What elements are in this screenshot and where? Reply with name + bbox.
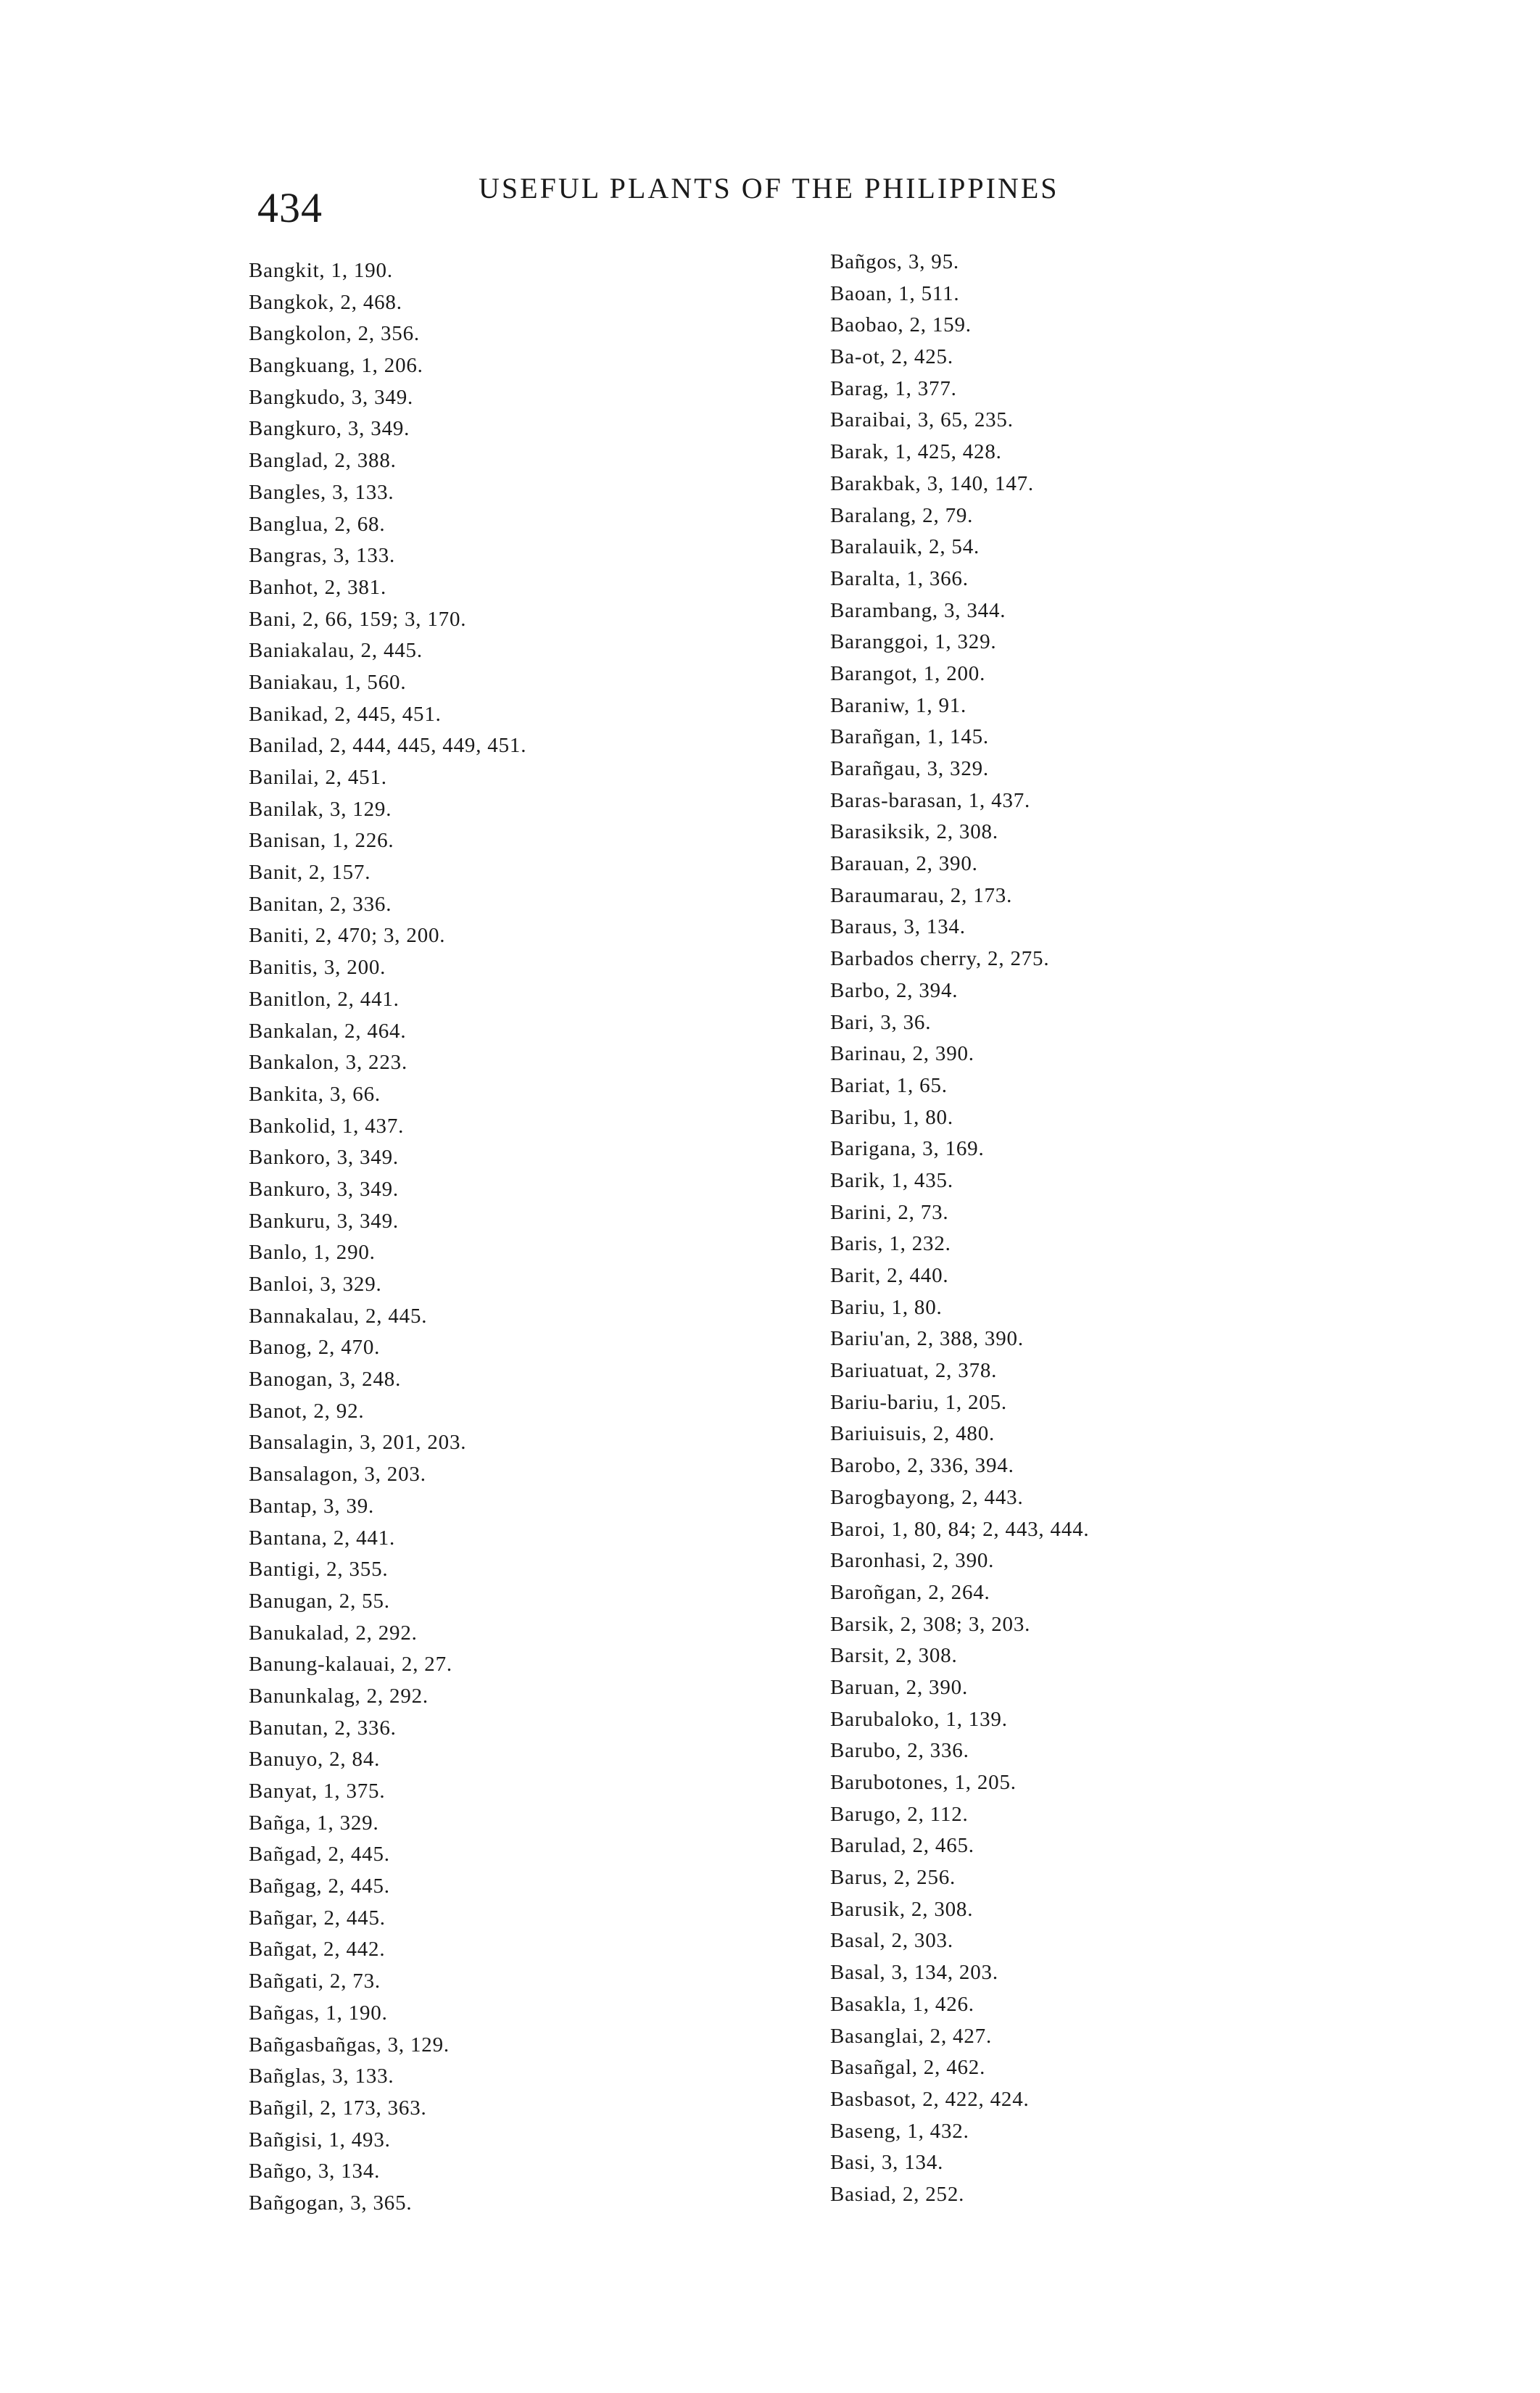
index-entry: Bangkok, 2, 468. <box>249 290 402 314</box>
index-entry: Barulad, 2, 465. <box>830 1834 974 1858</box>
index-entry: Bangkudo, 3, 349. <box>249 385 414 409</box>
index-entry: Bankolid, 1, 437. <box>249 1114 405 1138</box>
index-entry: Banlo, 1, 290. <box>249 1241 376 1265</box>
index-entry: Bankita, 3, 66. <box>249 1082 381 1106</box>
index-entry: Banglad, 2, 388. <box>249 449 397 473</box>
index-entry: Barusik, 2, 308. <box>830 1897 974 1921</box>
index-entry: Banunkalag, 2, 292. <box>249 1684 429 1708</box>
index-entry: Barsik, 2, 308; 3, 203. <box>830 1612 1031 1636</box>
index-entry: Barugo, 2, 112. <box>830 1802 969 1826</box>
index-entry: Bariu'an, 2, 388, 390. <box>830 1327 1024 1351</box>
index-entry: Barauan, 2, 390. <box>830 852 978 876</box>
index-entry: Basbasot, 2, 422, 424. <box>830 2087 1030 2111</box>
index-entry: Barak, 1, 425, 428. <box>830 440 1002 464</box>
index-entry: Bangkuro, 3, 349. <box>249 417 410 441</box>
index-entry: Banogan, 3, 248. <box>249 1368 402 1392</box>
index-entry: Basiad, 2, 252. <box>830 2182 965 2206</box>
index-entry: Bangkit, 1, 190. <box>249 259 393 282</box>
index-entry: Banukalad, 2, 292. <box>249 1621 418 1645</box>
index-entry: Bañgisi, 1, 493. <box>249 2128 391 2152</box>
index-entry: Basakla, 1, 426. <box>830 1992 974 2016</box>
index-entry: Barubotones, 1, 205. <box>830 1771 1017 1794</box>
index-entry: Bansalagon, 3, 203. <box>249 1463 426 1487</box>
index-entry: Barus, 2, 256. <box>830 1866 956 1890</box>
index-entry: Baobao, 2, 159. <box>830 313 972 337</box>
index-entry: Barubaloko, 1, 139. <box>830 1707 1008 1731</box>
index-entry: Banog, 2, 470. <box>249 1336 381 1360</box>
index-entry: Barigana, 3, 169. <box>830 1137 985 1161</box>
index-entry: Barañgau, 3, 329. <box>830 757 989 780</box>
index-entry: Bañgag, 2, 445. <box>249 1875 390 1898</box>
index-entry: Banitis, 3, 200. <box>249 956 386 980</box>
index-entry: Basal, 3, 134, 203. <box>830 1961 998 1985</box>
index-entry: Baraumarau, 2, 173. <box>830 883 1013 907</box>
index-entry: Banikad, 2, 445, 451. <box>249 702 442 726</box>
running-head: USEFUL PLANTS OF THE PHILIPPINES <box>479 172 1059 204</box>
index-entry: Barbo, 2, 394. <box>830 978 959 1002</box>
index-entry: Baralta, 1, 366. <box>830 566 969 590</box>
index-entry: Bangkolon, 2, 356. <box>249 322 420 346</box>
index-entry: Baras-barasan, 1, 437. <box>830 788 1031 812</box>
index-entry: Basanglai, 2, 427. <box>830 2024 993 2048</box>
index-entry: Bañgos, 3, 95. <box>830 250 959 273</box>
index-entry: Banhot, 2, 381. <box>249 575 387 599</box>
index-entry: Baraus, 3, 134. <box>830 915 966 939</box>
index-entry: Bañgo, 3, 134. <box>249 2160 381 2183</box>
index-entry: Bañgad, 2, 445. <box>249 1843 390 1867</box>
index-entry: Baroñgan, 2, 264. <box>830 1580 990 1604</box>
index-entry: Bariuatuat, 2, 378. <box>830 1359 998 1383</box>
index-entry: Bantigi, 2, 355. <box>249 1558 389 1582</box>
index-entry: Bañgasbañgas, 3, 129. <box>249 2033 450 2057</box>
index-entry: Baranggoi, 1, 329. <box>830 630 997 654</box>
index-entry: Barobo, 2, 336, 394. <box>830 1454 1014 1478</box>
index-entry: Barañgan, 1, 145. <box>830 725 989 749</box>
index-entry: Bañgil, 2, 173, 363. <box>249 2096 427 2120</box>
index-entry: Banot, 2, 92. <box>249 1399 365 1423</box>
index-entry: Bañgogan, 3, 365. <box>249 2191 413 2215</box>
index-entry: Baralang, 2, 79. <box>830 503 974 527</box>
index-entry: Basi, 3, 134. <box>830 2151 944 2175</box>
index-entry: Bañgat, 2, 442. <box>249 1938 386 1962</box>
index-entry: Banugan, 2, 55. <box>249 1589 390 1613</box>
index-entry: Barit, 2, 440. <box>830 1264 949 1287</box>
index-entry: Baraniw, 1, 91. <box>830 693 967 717</box>
index-entry: Bankalon, 3, 223. <box>249 1051 407 1075</box>
index-entry: Baoan, 1, 511. <box>830 281 960 305</box>
index-entry: Banung-kalauai, 2, 27. <box>249 1653 452 1677</box>
index-entry: Banitlon, 2, 441. <box>249 987 400 1011</box>
index-entry: Bariuisuis, 2, 480. <box>830 1422 995 1446</box>
index-entry: Barakbak, 3, 140, 147. <box>830 471 1034 495</box>
index-entry: Bañgar, 2, 445. <box>249 1906 386 1930</box>
index-entry: Banit, 2, 157. <box>249 861 371 885</box>
index-entry: Bañga, 1, 329. <box>249 1811 379 1835</box>
index-entry: Bañglas, 3, 133. <box>249 2065 394 2088</box>
index-entry: Barambang, 3, 344. <box>830 598 1006 622</box>
index-entry: Baraibai, 3, 65, 235. <box>830 408 1014 432</box>
index-entry: Baruan, 2, 390. <box>830 1675 968 1699</box>
page-number: 434 <box>257 184 323 231</box>
index-entry: Baroi, 1, 80, 84; 2, 443, 444. <box>830 1517 1090 1541</box>
index-entry: Baseng, 1, 432. <box>830 2119 969 2143</box>
index-entry: Bangkuang, 1, 206. <box>249 354 423 378</box>
index-entry: Barasiksik, 2, 308. <box>830 820 998 844</box>
index-entry: Baris, 1, 232. <box>830 1232 951 1256</box>
index-entry: Barogbayong, 2, 443. <box>830 1485 1024 1509</box>
index-entry: Basal, 2, 303. <box>830 1929 953 1953</box>
index-entry: Baralauik, 2, 54. <box>830 535 980 559</box>
index-entry: Bari, 3, 36. <box>830 1010 932 1034</box>
index-entry: Banitan, 2, 336. <box>249 892 392 916</box>
index-entry: Banglua, 2, 68. <box>249 512 386 536</box>
index-entry: Bantap, 3, 39. <box>249 1494 375 1518</box>
index-entry: Banutan, 2, 336. <box>249 1716 397 1740</box>
index-entry: Banisan, 1, 226. <box>249 829 394 853</box>
index-entry: Banilad, 2, 444, 445, 449, 451. <box>249 734 527 758</box>
index-entry: Barsit, 2, 308. <box>830 1644 958 1668</box>
index-entry: Barik, 1, 435. <box>830 1168 953 1192</box>
index-column-left <box>249 255 843 2220</box>
index-entry: Bariu-bariu, 1, 205. <box>830 1390 1007 1414</box>
index-entry: Bañgas, 1, 190. <box>249 2001 388 2025</box>
index-entry: Bantana, 2, 441. <box>249 1526 396 1550</box>
index-entry: Banilai, 2, 451. <box>249 766 387 789</box>
index-entry: Baniakau, 1, 560. <box>249 670 407 694</box>
index-entry: Bankoro, 3, 349. <box>249 1146 399 1170</box>
index-entry: Bariat, 1, 65. <box>830 1073 948 1097</box>
index-entry: Bankalan, 2, 464. <box>249 1019 407 1043</box>
index-entry: Bariu, 1, 80. <box>830 1295 943 1319</box>
index-entry: Bankuro, 3, 349. <box>249 1177 399 1201</box>
index-entry: Barangot, 1, 200. <box>830 661 986 685</box>
index-column-right <box>830 247 1396 2211</box>
index-entry: Banloi, 3, 329. <box>249 1273 382 1296</box>
index-entry: Barinau, 2, 390. <box>830 1042 974 1066</box>
index-entry: Bañgati, 2, 73. <box>249 1970 381 1993</box>
index-entry: Barubo, 2, 336. <box>830 1739 969 1763</box>
index-entry: Bankuru, 3, 349. <box>249 1209 399 1233</box>
index-entry: Baniti, 2, 470; 3, 200. <box>249 924 446 948</box>
index-entry: Barbados cherry, 2, 275. <box>830 947 1050 971</box>
index-entry: Bansalagin, 3, 201, 203. <box>249 1431 467 1455</box>
index-entry: Baniakalau, 2, 445. <box>249 639 423 663</box>
index-entry: Baribu, 1, 80. <box>830 1105 953 1129</box>
index-entry: Banilak, 3, 129. <box>249 797 392 821</box>
index-entry: Bangles, 3, 133. <box>249 480 394 504</box>
index-entry: Bannakalau, 2, 445. <box>249 1304 428 1328</box>
index-entry: Banuyo, 2, 84. <box>249 1748 381 1772</box>
index-entry: Basañgal, 2, 462. <box>830 2056 986 2080</box>
index-entry: Bangras, 3, 133. <box>249 544 396 568</box>
index-entry: Barini, 2, 73. <box>830 1200 949 1224</box>
index-entry: Bani, 2, 66, 159; 3, 170. <box>249 607 467 631</box>
index-entry: Barag, 1, 377. <box>830 376 957 400</box>
index-entry: Ba-ot, 2, 425. <box>830 345 953 369</box>
index-entry: Banyat, 1, 375. <box>249 1780 386 1803</box>
index-entry: Baronhasi, 2, 390. <box>830 1549 995 1573</box>
